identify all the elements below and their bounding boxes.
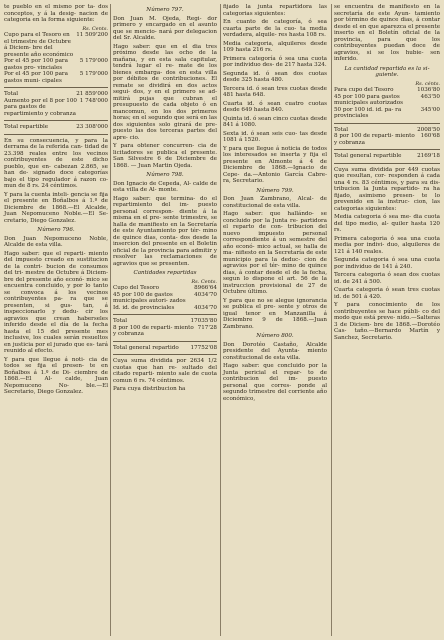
currency-label: Rs. Cents. — [191, 278, 217, 285]
paragraph: Hago saber: que termina- do el repartimiento del im- puesto personal correspon- diente á la misma en el pre- sente trimestre, se halla de manifiesto en la Secretaría de este Ayuntamiento por tér- mino de quince dias, conta- dos desde la insercion del presente en el Boletin oficial de la provincia para admitir y resolver las reclamaciones de agravios que se presenten. — [113, 195, 217, 267]
column-3 — [223, 4, 327, 404]
paragraph: Para cuya distribucion ha — [113, 386, 186, 392]
total-row: Total general repartido 17752'08 — [113, 344, 217, 351]
paragraph: Quinta id. ó sean cinco cuotas desde 841 á 1080. — [223, 115, 327, 128]
paragraph: Tercera categoria ó sean dos cuotas id. de 241 á 500. — [334, 272, 440, 285]
amount-row: Cupo para el Tesoro en el trimestre de Octubre á Diciem- bre del presente año económico 11 509'200 — [4, 32, 108, 58]
column-divider — [331, 4, 332, 636]
column-divider — [110, 4, 111, 636]
paragraph: Cuarta id. ó sean cuatro cuotas desde 649 hasta 840. — [223, 100, 327, 113]
column-4 — [334, 4, 440, 343]
paragraph: Tercera id. ó sean tres cuotas desde 481 hasta 648. — [223, 85, 327, 98]
section-heading: La cantidad repartida es la si- guiente. — [344, 65, 430, 78]
paragraph: Don Juan Nepomuceno Noble, Alcalde de esta villa. — [4, 235, 108, 248]
paragraph: Segunda categoria ó sea una cuota por individuo de 141 á 240. — [334, 257, 440, 270]
amount-row: Para cupo del Tesoro 1036'80 — [334, 87, 440, 93]
rule — [334, 123, 440, 124]
paragraph: Hago saber: que hallándo- se concluido por la Junta re- partidora el reparto de con- tribucion del nuevo impuesto personal correspondiente á un semestre del año econó- mico actual, se halla de ma- nifiesto en la Secretaría de este municipio para la deduc- cion de agravios por el tér- mino de quince dias, á contar desde el de la fecha, segun lo dispone el art. 56 de la instruccion provisional de 27 de Octubre último. — [223, 211, 327, 295]
notice-number: Número 799. — [256, 187, 294, 194]
currency-label: Rs. cénts. — [415, 80, 440, 87]
paragraph: Hago saber: que en el dia tres próximo desde las ocho de la mañana, y en esta sala capitular, tendrá lugar el re- mate de los bienes embarga- dos en esta villa por débitos de contribuciones. El remate se dividirá en dos actos segui- dos, y en el primero se ad- mitirá pujas que cubran el presupuesto de cada objeto ó en mancomun, en los dos primeros horas; en el segundo que será en las dos siguientes solo girará de pre-puesto las dos terceras partes del apre- cio. — [113, 43, 217, 141]
section-heading: Cantidades repartidas — [133, 270, 197, 276]
paragraph: Y para que llegue á noti- cia de todos se fija el presen- te en Boñalbos á 1.º de Di- ciembre de 1868.—El Al- calde, Juan Nepomuceno No- ble.—El Secretario, Diego Gonzalez. — [4, 356, 108, 395]
rule — [334, 163, 440, 164]
rule — [4, 134, 108, 135]
total-row: Total 17035'80 — [113, 318, 217, 324]
total-row: Total 2008'50 — [334, 126, 440, 133]
paragraph: Don Juan Zambrano, Alcal- de constitucional de esta villa. — [223, 196, 327, 209]
paragraph: Y para obtener concurren- cia de licitadores se publica el presente. San Silvestre 6 de Diciembre de 1868. — Juan Martin Ojeda. — [113, 143, 217, 169]
paragraph: En cuanto de categoría, ó sea cuarta parte de la cuo- ta media verdadera, alquile- res hasta 108 rs. — [223, 19, 327, 38]
paragraph: Y para la cuenta inteli- gencia se fija el presente en Boñalbos á 1.º de Diciembre de 1868.—El Alcalde, Juan Nepomuceno Noble.—El Se- cretario, Diego Gonzalez. — [4, 191, 108, 224]
paragraph: Sexta id. ó sean seis cuo- tas desde 1081 á 1520. — [223, 130, 327, 143]
currency-label: Rs. Cents. — [82, 25, 108, 32]
amount-row: 45 por 100 para gastos municipales autorizados 463'50 — [334, 93, 440, 106]
rule — [113, 314, 217, 315]
total-row: Total general repartible 2169'18 — [334, 153, 440, 159]
paragraph: Media categoria, alquileres desde 109 hasta 216 rs. — [223, 40, 327, 53]
amount-row: Por el 45 por 100 para gastos muni- cipales 5 179'000 — [4, 71, 108, 84]
amount-row: 8 por 100 de reparti- miento y cobranza 717'28 — [113, 324, 217, 337]
paragraph: En su consecuencia, y para la derrama de la referida can- tidad de 23.398 reales entre los vecinos contribuyentes de este dicho pueblo, que en- cabezan 2.865, se han de- signado doce categorías bajo el tipo regulador á razon co- mun de 8 rs. 24 céntimos. — [4, 137, 108, 189]
paragraph: Y para conocimiento de los contribuyentes se hace públi- co del modo que está preve- nido.—Salteras 3 de Diciem- bre de 1868.—Dorotéo Cas- taño.—Bernardo Martín y Sanchez, Secretario. — [334, 302, 440, 341]
notice-number: Número 798. — [146, 172, 184, 178]
rule — [4, 87, 108, 88]
rule — [113, 354, 217, 355]
paragraph: te pueblo en el mismo por ta- dos conceptos, y á la desig- nacion de categoria en la forma siguiente: — [4, 4, 108, 23]
paragraph: Primera categoría ó sea una cuota por individuo des- de 217 hasta 324. — [223, 55, 327, 68]
amount-row: 50 por 100 id. id. pa- ra provinciales 345'00 — [334, 106, 440, 119]
paragraph: Don Dorotéo Castaño, Alcalde presidente del Ayunta- miento constitucional de esta villa. — [223, 341, 327, 361]
amount-row: Cupo del Tesoro 8966'64 — [113, 285, 217, 291]
paragraph: Media categoria ó sea me- dia cuota del tipo medio, al- quiler hasta 120 rs. — [334, 214, 440, 233]
column-2 — [113, 4, 217, 395]
paragraph: se encuentra de manifiesto en la secretaría de este Ayun- tamiento por término de quince dias, á contar desde el en que aparezca el presente inserto en el Boletín oficial de la provincia, para que los contribuyentes puedan doce de agravios, si se los hubie- sen inferido. — [334, 4, 440, 62]
rule — [113, 341, 217, 342]
paragraph: Y para que no se alegue ignorancia se publica el pre- sente y otros de igual tenor en Manzanilla á Diciembre 9 de 1868.—Juan Zambrano. — [223, 297, 327, 330]
paragraph: Don Juan M. Ojeda, Regi- dor primero y encargado en el asunto que se mencio- nará por delegacion del Sr. Alcalde. — [113, 15, 217, 41]
rule — [334, 149, 440, 150]
paragraph: Don Ignacio de Cepeda, Al- calde de esta villa de Al- monte. — [113, 180, 217, 193]
paragraph: Cuya suma dividida por 449 cuotas que resultan, cor- responden á cada una 4 rs. 83 céntimos, y para su dis- tribucion la Junta repartido- ra ha fijado, asimismo presen- te lo prevenido en la instruc- cion, las categorias siguientes: — [334, 166, 440, 212]
notice-number: Número 796. — [37, 227, 75, 233]
column-1 — [4, 4, 108, 398]
paragraph: Cuya suma dividida por 2634 1/2 cuotas que han re- sultado del citado reparti- miento sale de cuota comun 6 rs. 74 céntimos. — [113, 358, 217, 384]
total-row: Total 21 859'000 — [4, 91, 108, 97]
paragraph: Cuarta categoria ó sean tres cuotas id. de 501 á 420. — [334, 287, 440, 300]
notice-number: Número 797. — [146, 7, 184, 13]
amount-row: Id. id. de provinciales 4034'70 — [113, 304, 217, 311]
amount-row: Aumento por el 8 por 100 para gastos de repartimiento y cobranza 1 748'000 — [4, 97, 108, 117]
column-divider — [220, 4, 221, 636]
total-row: Total repartible 23 308'000 — [4, 124, 108, 130]
amount-row: 45 por 100 de gastos municipales autori- zados 4034'70 — [113, 291, 217, 304]
paragraph: Hago saber: que concluido por la Junta pericial el repar- to de contribucion del im- puesto personal que corres- ponde al segundo trimestre del corriente año económico, — [223, 363, 327, 402]
paragraph: Segunda id. ó sean dos cuotas desde 325 hasta 480. — [223, 70, 327, 83]
amount-row: 8 por 100 de reparti- miento y cobranza 160'68 — [334, 133, 440, 146]
paragraph: fijado la junta repartidora las categorias siguientes: — [223, 4, 327, 17]
rule — [4, 120, 108, 121]
paragraph: Hago saber: que el reparti- miento del impuesto creado en sustitucion de la contri- bucion de consumos del tri- mestre de Octubre á Diciem- bre del presente año econó- mico se encuentra concluido, y por lo tanto se convoca á los vecinos contribuyentes pa- ra que se presenten, si gus- tan, á inspeccionarlo y dedu- cir los agravios que crean haberseles inferido desde el día de la fecha hasta el 15 del presente mes inclusive, los cuales serán resueltos en justicia por el jurado que es- tará reunido al efecto. — [4, 250, 108, 354]
notice-number: Número 800. — [256, 333, 294, 339]
paragraph: Primera categoria ó sea una cuota media por indivi- duo, alquileres de 121 á 140 reales. — [334, 235, 440, 255]
amount-row: Por el 45 por 100 para gastos pro- vinciales 5 179'000 — [4, 58, 108, 71]
paragraph: Y para que llegue á noticia de todos los interesados se inserta y fija el presente en Almonte á 4 de Diciembre de 1868.—Ignacio de Cepe- da.—Antonio García Cabre- ra, Secretario. — [223, 145, 327, 184]
